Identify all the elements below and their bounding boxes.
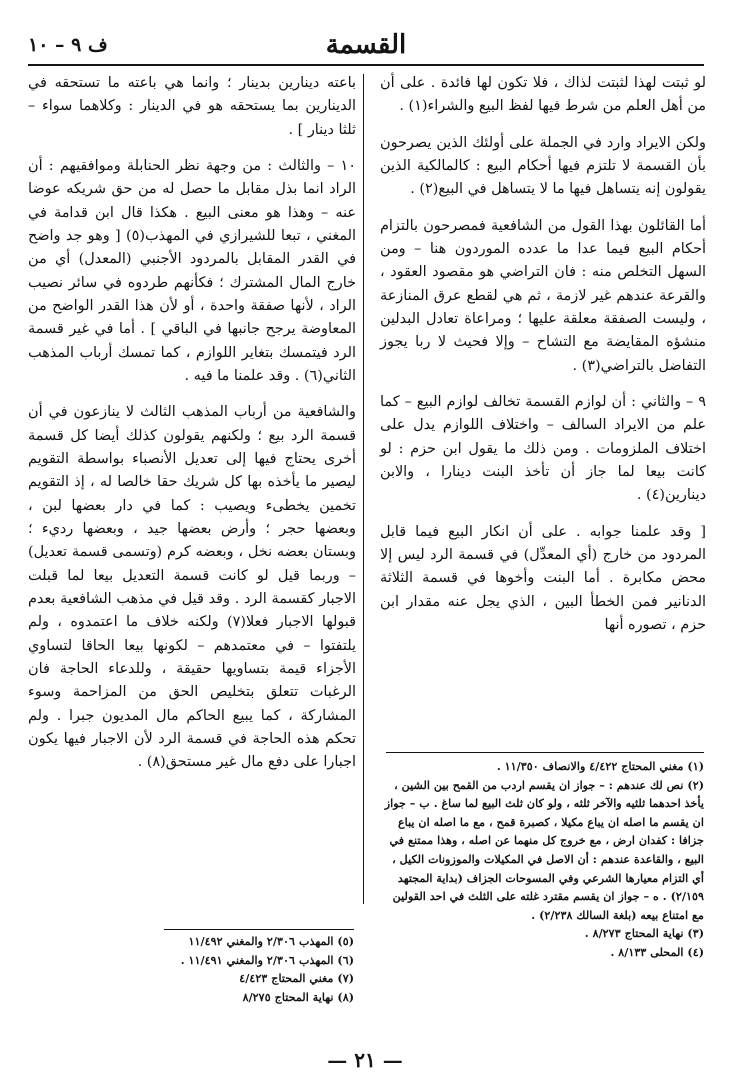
footnote: (٥) المهذب ٢/٣٠٦ والمغني ١١/٤٩٢: [188, 934, 354, 948]
right-footnotes: [384, 757, 704, 962]
paragraph: [ وقد علمنا جوابه . على أن انكار البيع فيما قابل المردود من خارج (أي المعدِّل) في قسمة الرد ليس إلا محض مكابرة . أما البنت وأخوها في قسمة الثلاثة الدنانير فمن الخطأ البين ، الذي يجل عنه مقدار ابن حزم ، تصوره أنها: [380, 523, 706, 633]
paragraph: لو ثبتت لهذا لثبتت لذاك ، فلا تكون لها فائدة . على أن من أهل العلم من شرط فيها لفظ البيع والشراء(١) .: [380, 75, 706, 115]
footnote: (٤) المحلى ٨/١٣٣ .: [610, 944, 704, 959]
footnote: (٣) نهاية المحتاج ٨/٢٧٣ .: [584, 926, 704, 941]
paragraph: والشافعية من أرباب المذهب الثالث لا ينازعون في أن قسمة الرد بيع ؛ ولكنهم يقولون كذلك أيضا كل قسمة أخرى يحتاج فيها إلى تعديل الأنصباء بواسطة التقويم ليصير ما يأخذه بها كل شريك حقا خالصا له ، إذ التقويم تخمين يخطىء ويصيب : كما في دار بعضها لبن ، وبعضها حجر ؛ وأرض بعضها جيد ، وبعضها رديء ؛ وبستان بعضه نخل ، وبعضه كرم (وتسمى قسمة تعديل) – وربما قيل لو كانت قسمة التعديل بيعا لما قبلت الاجبار كقسمة الرد . وقد قيل في مذهب الشافعية بعدم قبولها الاجبار فعلا(٧) ولكنه خلاف ما اعتمدوه ، ولم يلتفتوا – في معتمدهم – لكونها بيعا الحاقا لتساوي الأجزاء قيمة بتساويها حقيقة ، وللدعاء الحاجة فان الرغبات تتعلق بتخليص الحق من المزاحمة وسوء المشاركة ، كما يبيع الحاكم مال المديون جبرا . ولم تحكم هذه الحاجة في قسمة الرد لأن الاجبار فيها يكون اجبارا على دفع مال غير مستحق(٨) .: [28, 404, 356, 771]
left-footnotes: [148, 932, 354, 1006]
left-text-column: [28, 72, 356, 775]
paragraph: باعته دينارين بدينار ؛ وانما هي باعته ما تستحقه في الدينارين بما يستحقه هو في الدينار : وكلاهما سواء – ثلثا دينار ] .: [28, 75, 357, 138]
column-divider: [363, 74, 364, 904]
page-number: — ٢١ —: [327, 1048, 403, 1072]
footnote: (١) مغني المحتاج ٤/٤٢٢ والانصاف ١١/٣٥٠ .: [496, 759, 704, 773]
footnote: (٦) المهذب ٢/٣٠٦ والمغني ١١/٤٩١ .: [180, 952, 354, 967]
footnote-separator: [386, 752, 704, 753]
footnote: (٧) مغني المحتاج ٤/٤٢٣: [239, 971, 354, 986]
running-section-number: ف ٩ – ١٠: [28, 34, 108, 56]
paragraph: ١٠ – والثالث : من وجهة نظر الحنابلة وموافقيهم : أن الراد انما بذل مقابل ما حصل له من حق شريكه عوضا عنه – وهذا هو معنى البيع . هكذا قال ابن قدامة في المغني ، تبعا للشيرازي في المهذب(٥) [ وهو جد واضح في القدر المقابل بالمردود الأجنبي (المعدل) أي من خارج المال المشترك ؛ فكأنهم طردوه في سائر نصيب الراد ، لأنها صفقة واحدة ، أو لأن هذا القدر الواضح من المعاوضة يرجح جانبها في الباقي ] . أما في غير قسمة الرد فيتمسك بتغاير اللوازم ، كما تمسك أرباب المذهب الثاني(٦) . وقد علمنا ما فيه .: [28, 157, 356, 384]
footnote: (٨) نهاية المحتاج ٨/٢٧٥: [242, 989, 354, 1004]
paragraph: أما القائلون بهذا القول من الشافعية فمصرحون بالتزام أحكام البيع فيما عدا ما عدده الموردون هنا – ومن السهل التخلص منه : فان التراضي هو مقصود العقود ، والقرعة عندهم غير لازمة ، ثم هي لقطع عرق المنازعة ، وليست الصفقة معلقة عليها ؛ ومراعاة تعادل البدلين منشؤه المقايضة مع التشاح – وإلا فحيث لا ربا يجوز التفاضل بالتراضي(٣) .: [380, 217, 706, 374]
footnote-separator: [164, 929, 354, 930]
header-rule: [28, 64, 704, 66]
running-title: القسمة: [325, 30, 407, 60]
right-text-column: [380, 72, 706, 637]
paragraph: ٩ – والثاني : أن لوازم القسمة تخالف لوازم البيع – كما علم من الايراد السالف – واختلاف اللوازم يدل على اختلاف الملزومات . ومن ذلك ما يقول ابن حزم : لو كانت بيعا لما جاز أن تأخذ البنت دينارا ، والابن دينارين(٤) .: [380, 393, 706, 504]
footnote: (٢) نص لك عندهم : – جواز ان يقسم اردب من القمح بين الشين ، يأخذ احدهما ثلثيه والآخر ثلثه ، ولو كان ثلث البيع لما ساغ . ب – جواز ان يقسم ما اصله ان يباع مكيلا ، كصبرة قمح ، مع ما اصله ان يباع جزافا : كفدان ارض ، مع خروج كل منهما عن اصله ، وهذا ممتنع في البيع ، والقاعدة عندهم : أن الاصل في المكيلات والموزونات الكيل ، أي التزام معيارها الشرعي وفي المسوحات الجزاف (بداية المجتهد ٢/١٥٩) . ه – جواز ان يقسم مقترد غلته على الثلث في احد القولين مع امتناع بيعه (بلغة السالك ٢/٢٣٨) .: [384, 777, 704, 922]
paragraph: ولكن الايراد وارد في الجملة على أولئك الذين يصرحون بأن القسمة لا تلتزم فيها أحكام البيع : كالمالكية الذين يقولون إنه يتساهل فيها ما لا يتساهل في البيع(٢) .: [380, 134, 706, 198]
